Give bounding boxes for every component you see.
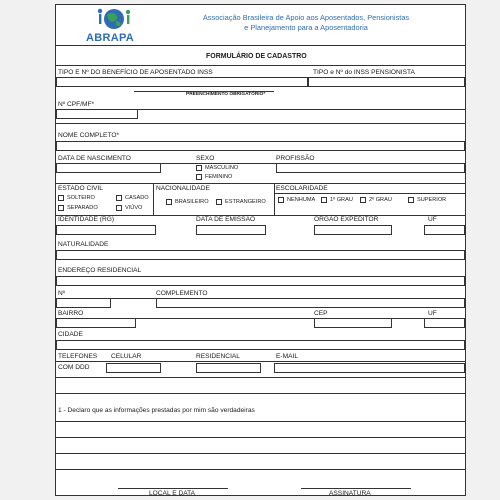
option-estrangeiro: ESTRANGEIRO bbox=[225, 199, 266, 205]
checkbox-feminino[interactable] bbox=[196, 174, 202, 180]
uf-input-1[interactable] bbox=[424, 225, 465, 235]
option-2-grau: 2º GRAU bbox=[369, 197, 392, 203]
row-line bbox=[56, 469, 465, 470]
residencial-input[interactable] bbox=[196, 363, 261, 373]
label-assinatura: ASSINATURA bbox=[329, 490, 371, 497]
checkbox-solteiro[interactable] bbox=[58, 195, 64, 201]
label-nome: NOME COMPLETO* bbox=[58, 132, 120, 139]
option-nenhuma: NENHUMA bbox=[287, 197, 316, 203]
cadastro-form-page bbox=[55, 4, 466, 496]
option-superior: SUPERIOR bbox=[417, 197, 447, 203]
label-identidade: IDENTIDADE (RG) bbox=[58, 216, 115, 223]
row-line bbox=[56, 215, 465, 216]
label-celular: CELULAR bbox=[111, 353, 142, 360]
label-email: E-MAIL bbox=[276, 353, 298, 360]
label-cep: CEP bbox=[314, 310, 328, 317]
nascimento-input[interactable] bbox=[56, 163, 161, 173]
checkbox-brasileiro[interactable] bbox=[166, 199, 172, 205]
complemento-input[interactable] bbox=[156, 298, 465, 308]
local-data-line[interactable] bbox=[118, 488, 228, 489]
bairro-input[interactable] bbox=[56, 318, 136, 328]
label-emissao: DATA DE EMISSÃO bbox=[196, 216, 256, 223]
label-orgao: ÓRGÃO EXPEDITOR bbox=[314, 216, 379, 223]
option-casado: CASADO bbox=[125, 195, 149, 201]
tipo-pensionista-input[interactable] bbox=[308, 77, 465, 87]
celular-input[interactable] bbox=[106, 363, 161, 373]
option-brasileiro: BRASILEIRO bbox=[175, 199, 209, 205]
label-bairro: BAIRRO bbox=[58, 310, 84, 317]
checkbox-casado[interactable] bbox=[116, 195, 122, 201]
cep-input[interactable] bbox=[314, 318, 392, 328]
tipo-beneficio-input[interactable] bbox=[56, 77, 308, 87]
option-1-grau: 1º GRAU bbox=[330, 197, 353, 203]
label-tipo-beneficio: TIPO E Nº DO BENEFÍCIO DE APOSENTADO INSS bbox=[58, 69, 213, 76]
option-viuvo: VIÚVO bbox=[125, 205, 143, 211]
logo-wordmark: ABRAPA bbox=[86, 32, 135, 44]
declaracao-text: 1 - Declaro que as informações prestadas por mim são verdadeiras bbox=[58, 407, 255, 414]
emissao-input[interactable] bbox=[196, 225, 266, 235]
header-divider bbox=[56, 45, 465, 46]
label-profissao: PROFISSÃO bbox=[276, 155, 315, 162]
col-divider bbox=[153, 183, 154, 215]
option-feminino: FEMININO bbox=[205, 174, 233, 180]
label-nascimento: DATA DE NASCIMENTO bbox=[58, 155, 131, 162]
label-naturalidade: NATURALIDADE bbox=[58, 241, 109, 248]
checkbox-masculino[interactable] bbox=[196, 165, 202, 171]
profissao-input[interactable] bbox=[276, 163, 465, 173]
uf-input-2[interactable] bbox=[424, 318, 465, 328]
option-solteiro: SOLTEIRO bbox=[67, 195, 95, 201]
checkbox-1-grau[interactable] bbox=[321, 197, 327, 203]
row-line bbox=[56, 377, 465, 378]
label-residencial: RESIDENCIAL bbox=[196, 353, 240, 360]
checkbox-superior[interactable] bbox=[408, 197, 414, 203]
row-line bbox=[56, 361, 465, 362]
row-line bbox=[274, 193, 465, 194]
endereco-input[interactable] bbox=[56, 276, 465, 286]
row-line bbox=[56, 437, 465, 438]
abrapa-logo bbox=[86, 5, 146, 45]
label-com-ddd: COM DDD bbox=[58, 364, 90, 371]
option-separado: SEPARADO bbox=[67, 205, 98, 211]
label-nacionalidade: NACIONALIDADE bbox=[156, 185, 210, 192]
label-uf-1: UF bbox=[428, 216, 437, 223]
email-input[interactable] bbox=[274, 363, 465, 373]
nome-input[interactable] bbox=[56, 141, 465, 151]
form-title: FORMULÁRIO DE CADASTRO bbox=[206, 53, 307, 60]
label-numero: Nº bbox=[58, 290, 66, 297]
label-cidade: CIDADE bbox=[58, 331, 83, 338]
orgao-input[interactable] bbox=[314, 225, 392, 235]
label-uf-2: UF bbox=[428, 310, 437, 317]
label-local-data: LOCAL E DATA bbox=[149, 490, 196, 497]
checkbox-separado[interactable] bbox=[58, 205, 64, 211]
cpf-input[interactable] bbox=[56, 109, 138, 119]
label-complemento: COMPLEMENTO bbox=[156, 290, 208, 297]
label-endereco: ENDEREÇO RESIDENCIAL bbox=[58, 267, 142, 274]
label-estado-civil: ESTADO CIVIL bbox=[58, 185, 103, 192]
numero-input[interactable] bbox=[56, 298, 111, 308]
title-divider bbox=[56, 65, 465, 66]
identidade-input[interactable] bbox=[56, 225, 156, 235]
checkbox-2-grau[interactable] bbox=[360, 197, 366, 203]
label-tipo-pensionista: TIPO e Nº do INSS PENSIONISTA bbox=[313, 69, 415, 76]
label-preenchimento: PREENCHIMENTO OBRIGATÓRIO* bbox=[186, 92, 266, 97]
naturalidade-input[interactable] bbox=[56, 250, 465, 260]
option-masculino: MASCULINO bbox=[205, 165, 239, 171]
label-escolaridade: ESCOLARIDADE bbox=[276, 185, 328, 192]
cidade-input[interactable] bbox=[56, 340, 465, 350]
assinatura-line[interactable] bbox=[301, 488, 411, 489]
col-divider bbox=[274, 183, 275, 215]
label-sexo: SEXO bbox=[196, 155, 215, 162]
row-line bbox=[56, 421, 465, 422]
label-cpf: Nº CPF/MF* bbox=[58, 101, 95, 108]
checkbox-nenhuma[interactable] bbox=[278, 197, 284, 203]
org-name-line-1: Associação Brasileira de Apoio aos Aposentados, Pensionistas bbox=[202, 13, 410, 22]
row-line bbox=[56, 183, 465, 184]
row-line bbox=[56, 393, 465, 394]
checkbox-estrangeiro[interactable] bbox=[216, 199, 222, 205]
row-line bbox=[56, 453, 465, 454]
globe-figures-icon bbox=[94, 5, 134, 31]
row-line bbox=[56, 123, 465, 124]
label-telefones: TELEFONES bbox=[58, 353, 98, 360]
checkbox-viuvo[interactable] bbox=[116, 205, 122, 211]
org-name-line-2: e Planejamento para a Aposentadoria bbox=[244, 23, 368, 32]
